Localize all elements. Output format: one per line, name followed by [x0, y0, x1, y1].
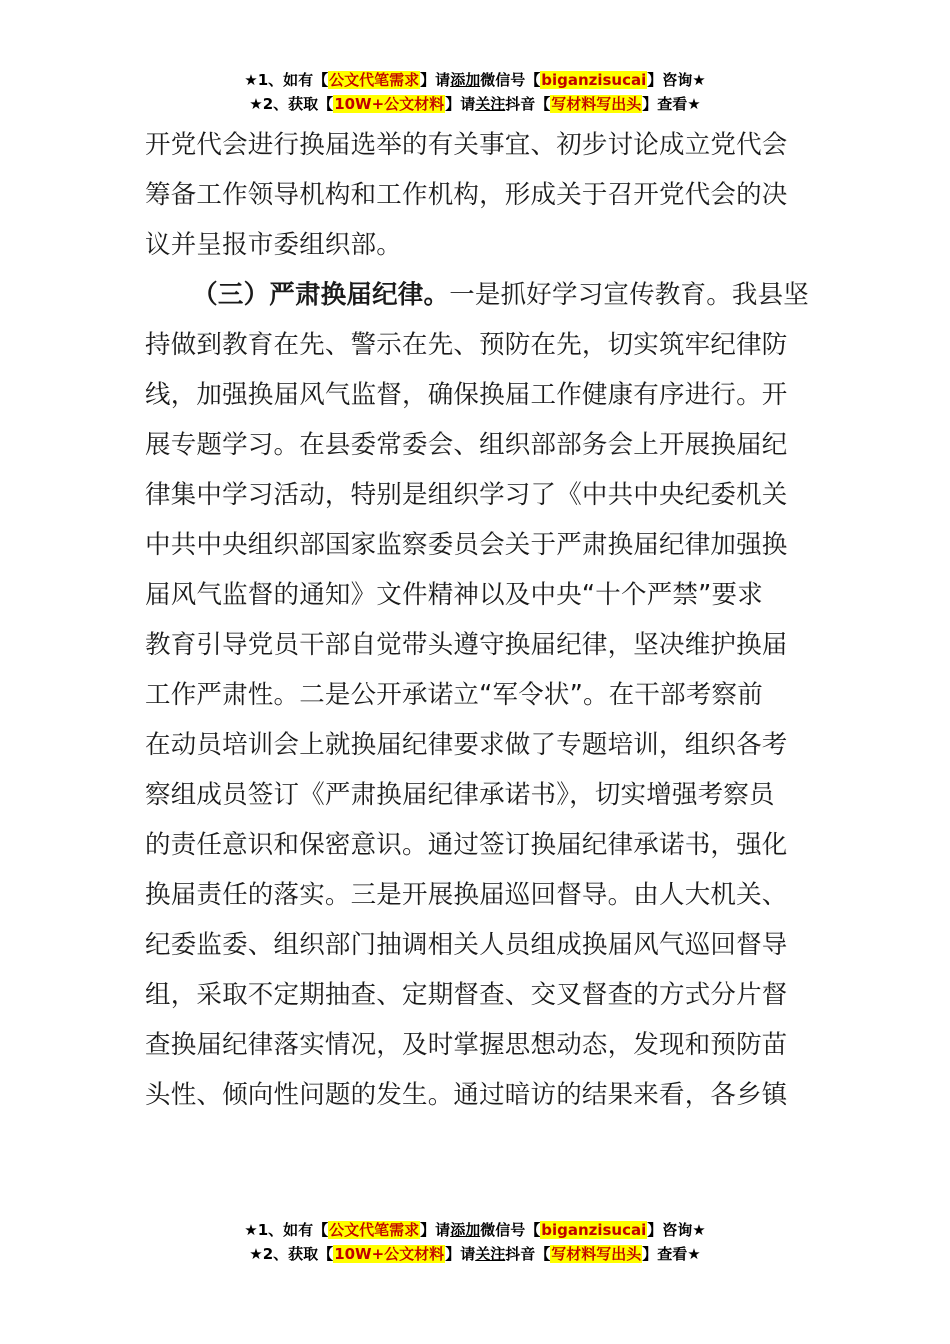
banner-underlined: 关注: [475, 1245, 506, 1263]
text-line: 换届责任的落实。三是开展换届巡回督导。由人大机关、: [145, 880, 788, 910]
top-banner: [0, 68, 950, 116]
text-line: 查换届纪律落实情况，及时掌握思想动态，发现和预防苗: [145, 1030, 788, 1060]
banner-text: 】咨询★: [647, 1221, 706, 1239]
banner-wechat-id: biganzisucai: [541, 1221, 647, 1239]
text-line: 届风气监督的通知》文件精神以及中央“十个严禁”要求: [145, 580, 763, 610]
banner-line-1: [0, 1218, 950, 1242]
text-line: 筹备工作领导机构和工作机构，形成关于召开党代会的决: [145, 180, 788, 210]
banner-text: 】请: [420, 1221, 451, 1239]
paragraph-2: [145, 270, 810, 1120]
text-line: 头性、倾向性问题的发生。通过暗访的结果来看，各乡镇: [145, 1080, 788, 1110]
paragraph-1: [145, 120, 810, 270]
text-line: 纪委监委、组织部门抽调相关人员组成换届风气巡回督导: [145, 930, 788, 960]
banner-highlight: 10W+公文材料: [334, 1245, 445, 1263]
banner-text: ★1、如有【: [244, 1221, 329, 1239]
banner-text: 】查看★: [642, 95, 701, 113]
banner-text: 】请: [445, 95, 476, 113]
banner-highlight: 10W+公文材料: [334, 95, 445, 113]
text-line: [145, 270, 810, 320]
text-line: 持做到教育在先、警示在先、预防在先，切实筑牢纪律防: [145, 330, 788, 360]
text-line: 教育引导党员干部自觉带头遵守换届纪律，坚决维护换届: [145, 630, 788, 660]
banner-wechat-id: biganzisucai: [541, 71, 647, 89]
banner-text: 】请: [445, 1245, 476, 1263]
banner-text: 】请: [420, 71, 451, 89]
text-line: 组，采取不定期抽查、定期督查、交叉督查的方式分片督: [145, 980, 788, 1010]
banner-text: 】查看★: [642, 1245, 701, 1263]
banner-text: ★2、获取【: [249, 95, 334, 113]
banner-highlight: 公文代笔需求: [329, 71, 420, 89]
banner-highlight: 公文代笔需求: [329, 1221, 420, 1239]
banner-underlined: 添加: [450, 1221, 481, 1239]
document-body: [145, 120, 810, 1120]
text-line: 的责任意识和保密意识。通过签订换届纪律承诺书，强化: [145, 830, 788, 860]
banner-underlined: 添加: [450, 71, 481, 89]
banner-text: 微信号【: [480, 1221, 541, 1239]
text-run: 一是抓好学习宣传教育。我县坚: [449, 280, 809, 310]
banner-text: 抖音【: [505, 1245, 551, 1263]
banner-underlined: 关注: [475, 95, 506, 113]
text-line: 线，加强换届风气监督，确保换届工作健康有序进行。开: [145, 380, 788, 410]
banner-douyin-id: 写材料写出头: [551, 1245, 642, 1263]
banner-text: 微信号【: [480, 71, 541, 89]
text-line: 察组成员签订《严肃换届纪律承诺书》，切实增强考察员: [145, 780, 775, 810]
text-line: 议并呈报市委组织部。: [145, 230, 403, 260]
banner-line-2: [0, 92, 950, 116]
text-line: 工作严肃性。二是公开承诺立“军令状”。在干部考察前: [145, 680, 763, 710]
banner-text: ★1、如有【: [244, 71, 329, 89]
bottom-banner: [0, 1218, 950, 1266]
banner-line-2: [0, 1242, 950, 1266]
text-line: 中共中央组织部国家监察委员会关于严肃换届纪律加强换: [145, 530, 788, 560]
banner-line-1: [0, 68, 950, 92]
banner-text: 抖音【: [505, 95, 551, 113]
text-line: 开党代会进行换届选举的有关事宜、初步讨论成立党代会: [145, 130, 788, 160]
text-line: 展专题学习。在县委常委会、组织部部务会上开展换届纪: [145, 430, 788, 460]
banner-text: 】咨询★: [647, 71, 706, 89]
text-line: 在动员培训会上就换届纪律要求做了专题培训，组织各考: [145, 730, 788, 760]
section-heading: （三）严肃换届纪律。: [192, 280, 450, 310]
banner-text: ★2、获取【: [249, 1245, 334, 1263]
text-line: 律集中学习活动，特别是组织学习了《中共中央纪委机关: [145, 480, 788, 510]
banner-douyin-id: 写材料写出头: [551, 95, 642, 113]
